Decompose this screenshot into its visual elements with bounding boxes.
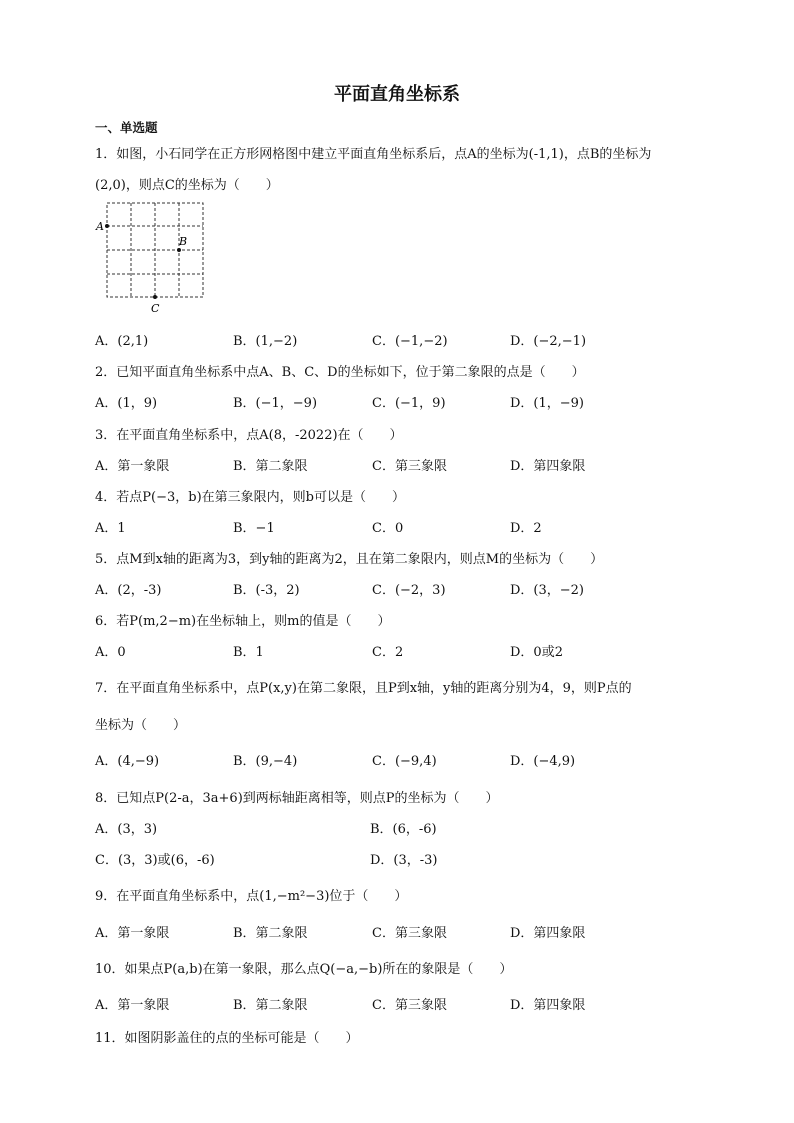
question-4-option-a: A．1 [95,521,126,536]
question-7-stem-line-2: 坐标为（ ） [95,718,187,733]
question-10-option-d: D．第四象限 [510,998,586,1013]
question-2-option-a: A．(1，9) [95,396,158,411]
question-7-option-b: B．(9,−4) [233,754,298,769]
point-b-label: B [179,235,188,248]
question-1-option-b: B．(1,−2) [233,334,298,349]
question-6-stem: 6．若P(m,2−m)在坐标轴上，则m的值是（ ） [95,614,391,629]
question-5-option-a: A．(2，-3) [95,583,162,598]
question-6-option-b: B．1 [233,645,264,660]
point-c [153,295,157,299]
question-9-option-a: A．第一象限 [95,926,170,941]
point-c-label: C [151,302,160,315]
question-6-option-a: A．0 [95,645,126,660]
question-1-stem-line-2: (2,0)，则点C的坐标为（ ） [95,178,279,193]
question-10-option-b: B．第二象限 [233,998,308,1013]
question-3-stem: 3．在平面直角坐标系中，点A(8，-2022)在（ ） [95,428,403,443]
question-1-option-d: D．(−2,−1) [510,334,587,349]
question-7-option-d: D．(−4,9) [510,754,576,769]
section-heading: 一、单选题 [95,120,158,135]
question-10-option-c: C．第三象限 [372,998,447,1013]
question-8-option-d: D．(3，-3) [370,853,438,868]
question-8-option-b: B．(6，-6) [370,822,437,837]
question-5-option-d: D．(3，−2) [510,583,585,598]
question-2-option-b: B．(−1，−9) [233,396,318,411]
question-6-option-c: C．2 [372,645,404,660]
question-1-option-a: A．(2,1) [95,334,149,349]
question-7-option-a: A．(4,−9) [95,754,160,769]
question-5-option-c: C．(−2，3) [372,583,446,598]
question-3-option-b: B．第二象限 [233,459,308,474]
question-4-option-b: B．−1 [233,521,275,536]
question-4-stem: 4．若点P(−3，b)在第三象限内，则b可以是（ ） [95,490,405,505]
question-9-stem: 9．在平面直角坐标系中，点(1,−m²−3)位于（ ） [95,889,408,904]
question-8-option-a: A．(3，3) [95,822,158,837]
question-3-option-a: A．第一象限 [95,459,170,474]
question-2-option-c: C．(−1，9) [372,396,446,411]
point-a [105,224,109,228]
point-b [177,248,181,252]
question-9-option-c: C．第三象限 [372,926,447,941]
question-8-option-c: C．(3，3)或(6，-6) [95,853,215,868]
question-2-stem: 2．已知平面直角坐标系中点A、B、C、D的坐标如下，位于第二象限的点是（ ） [95,365,585,380]
question-2-option-d: D．(1，−9) [510,396,585,411]
question-1-stem-line-1: 1．如图，小石同学在正方形网格图中建立平面直角坐标系后，点A的坐标为(-1,1)，点B的坐标为 [95,147,652,162]
question-11-stem: 11．如图阴影盖住的点的坐标可能是（ ） [95,1031,359,1046]
question-4-option-c: C．0 [372,521,404,536]
question-7-stem-line-1: 7．在平面直角坐标系中，点P(x,y)在第二象限，且P到x轴，y轴的距离分别为4，9，则P点的 [95,681,632,696]
question-1-option-c: C．(−1,−2) [372,334,448,349]
question-9-option-d: D．第四象限 [510,926,586,941]
question-9-option-b: B．第二象限 [233,926,308,941]
question-4-option-d: D．2 [510,521,542,536]
question-1-grid-figure [95,195,215,315]
question-6-option-d: D．0或2 [510,645,563,660]
question-8-stem: 8．已知点P(2-a，3a+6)到两标轴距离相等，则点P的坐标为（ ） [95,791,499,806]
question-10-stem: 10．如果点P(a,b)在第一象限，那么点Q(−a,−b)所在的象限是（ ） [95,962,513,977]
question-5-stem: 5．点M到x轴的距离为3，到y轴的距离为2，且在第二象限内，则点M的坐标为（ ） [95,552,604,567]
question-7-option-c: C．(−9,4) [372,754,437,769]
question-3-option-d: D．第四象限 [510,459,586,474]
question-5-option-b: B．(-3，2) [233,583,300,598]
point-a-label: A [96,220,104,233]
page-title: 平面直角坐标系 [334,84,460,105]
question-3-option-c: C．第三象限 [372,459,447,474]
question-10-option-a: A．第一象限 [95,998,170,1013]
